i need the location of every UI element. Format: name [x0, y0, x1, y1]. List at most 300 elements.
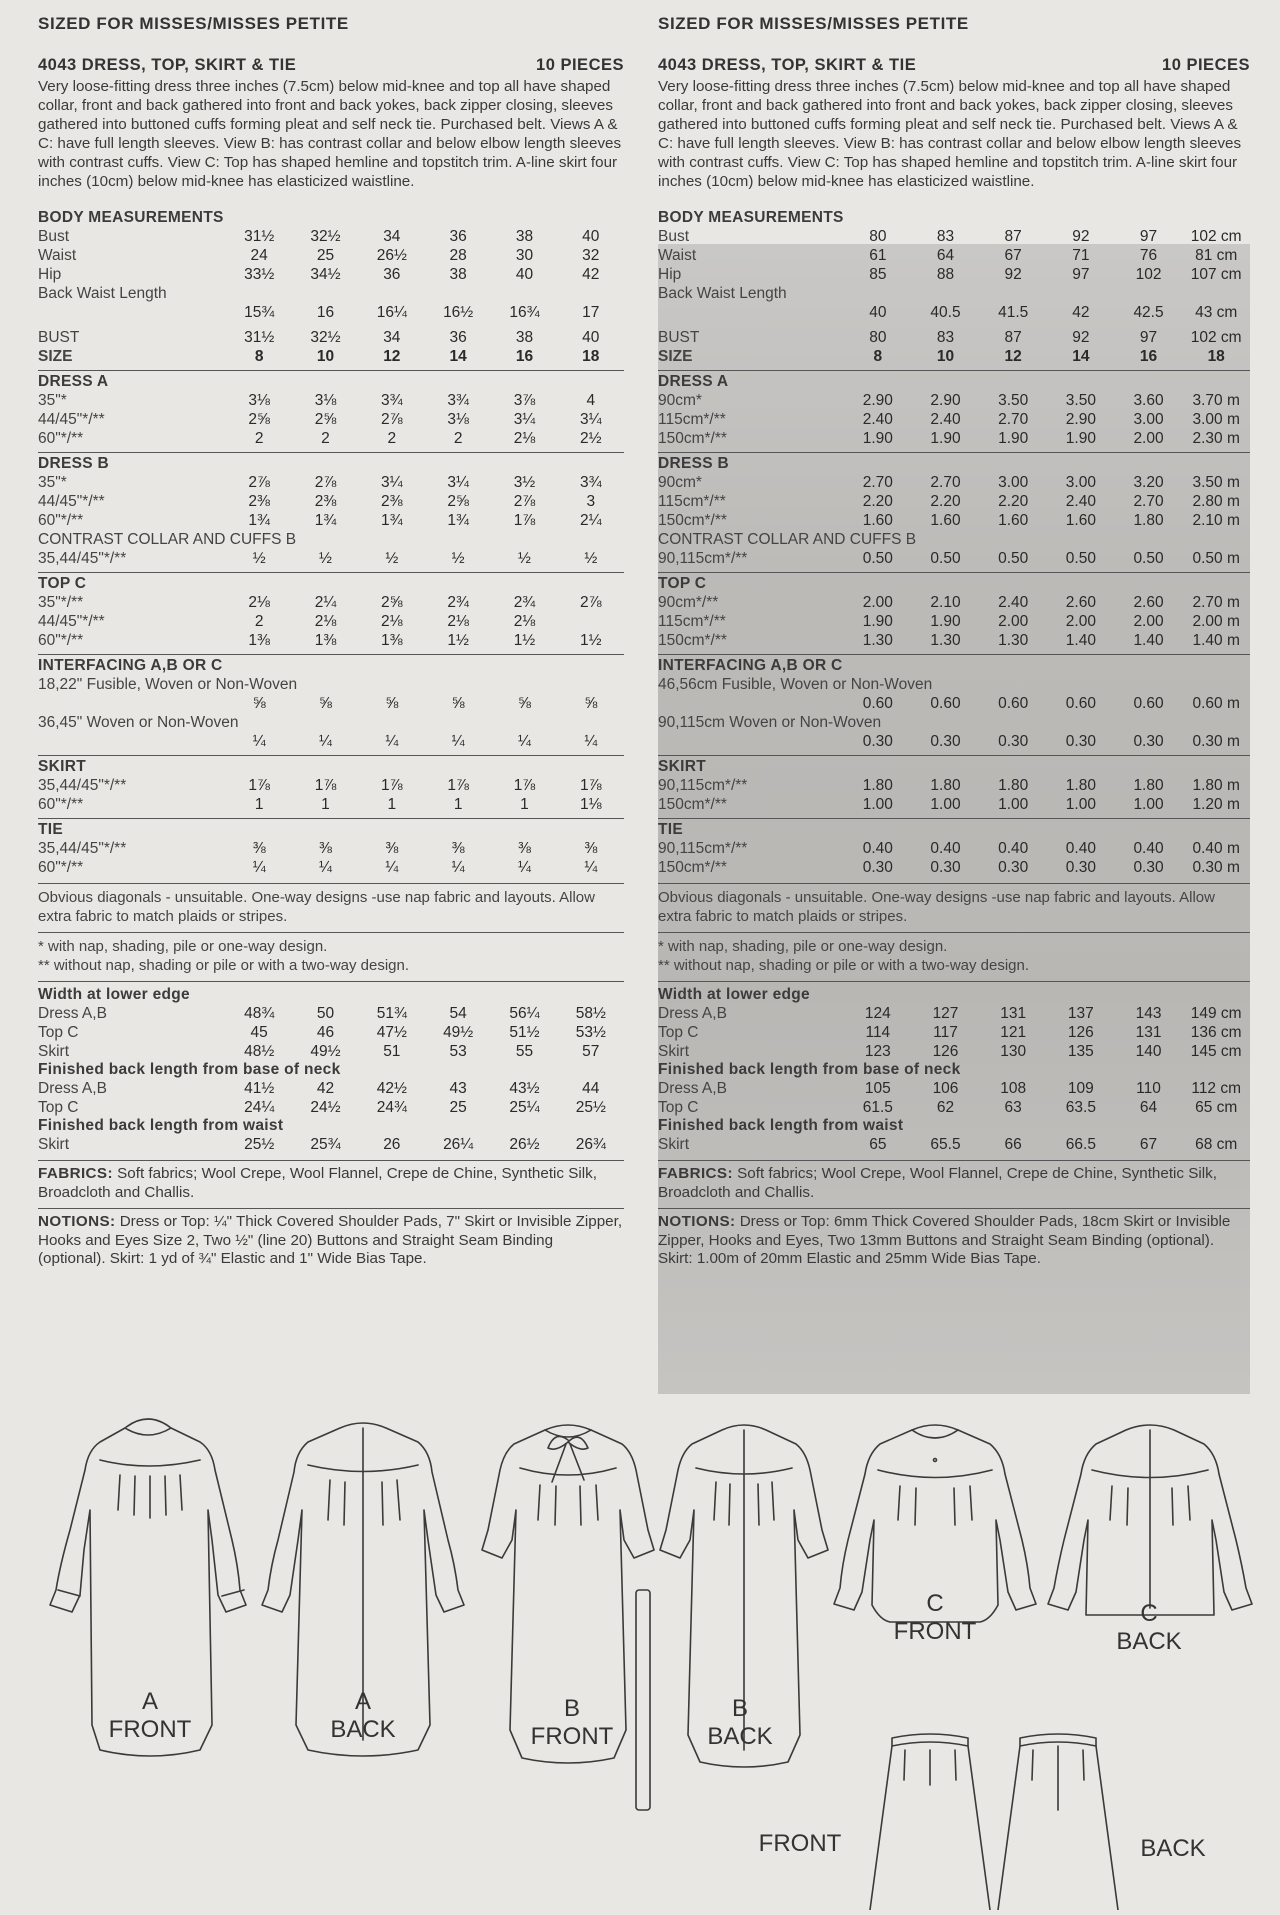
size-value: 2.70 — [998, 411, 1029, 428]
row-label: 90,115cm*/** — [658, 777, 748, 794]
finished-measure-row — [38, 1079, 624, 1098]
size-value: 127 — [932, 1005, 959, 1022]
size-value: 32½ — [310, 329, 341, 346]
finished-measure-row — [38, 1135, 624, 1154]
size-value: 0.50 — [998, 550, 1029, 567]
fabrics-text: Soft fabrics; Wool Crepe, Wool Flannel, Crepe de Chine, Synthetic Silk, Broadcloth and Challis. — [38, 1165, 597, 1201]
layout-note: Obvious diagonals - unsuitable. One-way designs -use nap fabric and layouts. Allow extra fabric to match plaids or stripes. — [38, 889, 595, 925]
row-label: 150cm*/** — [658, 632, 727, 649]
size-value: 2⅜ — [314, 493, 337, 510]
size-value: 80 — [869, 228, 887, 245]
size-value: 2.00 — [998, 613, 1029, 630]
size-value: 31½ — [244, 329, 275, 346]
size-value: ¼ — [252, 733, 266, 750]
size-value: 42 — [316, 1080, 335, 1097]
view-label-b-back: B BACK — [707, 1695, 773, 1750]
size-value: 41.5 — [998, 304, 1029, 321]
yardage-row — [658, 473, 1250, 492]
size-value: 54 — [449, 1005, 467, 1022]
size-value: 2.60 — [1133, 594, 1164, 611]
size-value: 48½ — [244, 1043, 275, 1060]
skirt-front-sketch — [870, 1734, 990, 1910]
size-value: 51¾ — [376, 1005, 407, 1022]
size-value: 34 — [383, 228, 401, 245]
finished-measurements — [38, 986, 624, 1154]
row-label: Bust — [38, 228, 70, 245]
size-value: 1⅞ — [314, 777, 337, 794]
row-label: BUST — [658, 329, 700, 346]
size-value: 3.00 — [1133, 411, 1164, 428]
size-value: 50 — [316, 1005, 335, 1022]
fabrics-label: FABRICS: — [38, 1165, 113, 1182]
yardage-row — [658, 391, 1250, 410]
size-value: 114 — [865, 1024, 891, 1041]
yardage-section — [38, 654, 624, 751]
size-value: 112 cm — [1191, 1080, 1242, 1097]
size-value: 63.5 — [1065, 1099, 1096, 1116]
size-value: 10 — [936, 348, 955, 365]
size-value: 30 — [515, 247, 534, 264]
size-value: 2.00 — [1133, 430, 1164, 447]
size-value: 38 — [515, 228, 534, 245]
size-value: 25½ — [244, 1136, 275, 1153]
size-value: 131 — [1135, 1024, 1162, 1041]
row-label: Top C — [658, 1099, 699, 1116]
yardage-row — [38, 776, 624, 795]
imperial-column — [38, 14, 624, 1269]
size-value: 2.40 — [930, 411, 961, 428]
size-value: 63 — [1004, 1099, 1022, 1116]
size-value: 3 — [586, 493, 596, 510]
size-value: 53½ — [575, 1024, 606, 1041]
size-value: 0.40 — [862, 840, 893, 857]
body-measurement-row — [658, 265, 1250, 284]
size-value: 3¼ — [381, 474, 403, 491]
size-value: 2.00 — [1133, 613, 1164, 630]
row-label: Skirt — [658, 1043, 689, 1060]
row-label: 150cm*/** — [658, 430, 727, 447]
size-value: ¼ — [252, 859, 266, 876]
size-value: 1.60 — [862, 512, 893, 529]
size-value: 0.50 m — [1192, 550, 1240, 567]
row-label: Hip — [38, 266, 62, 283]
size-value: 1.80 m — [1192, 777, 1240, 794]
size-value: 76 — [1139, 247, 1158, 264]
size-value: 66 — [1004, 1136, 1022, 1153]
skirt-back-sketch — [998, 1734, 1118, 1910]
size-value: ¼ — [451, 733, 465, 750]
subsection-title: CONTRAST COLLAR AND CUFFS B — [38, 531, 297, 548]
row-label: Top C — [658, 1024, 699, 1041]
size-value: 2⅜ — [381, 493, 403, 510]
yardage-section — [658, 755, 1250, 814]
row-label: 35,44/45"*/** — [38, 777, 127, 794]
yardage-row — [658, 694, 1250, 713]
size-value: 102 — [1135, 266, 1162, 283]
size-value: 2.10 — [930, 594, 961, 611]
row-label: Hip — [658, 266, 682, 283]
size-value: 1⅞ — [580, 777, 602, 794]
size-value: 126 — [1067, 1024, 1094, 1041]
size-value: 18 — [582, 348, 600, 365]
size-value: 126 — [932, 1043, 959, 1060]
size-value: 0.30 — [930, 859, 961, 876]
size-value: 0.40 — [998, 840, 1029, 857]
size-value: 1.00 — [930, 796, 961, 813]
size-value: 3¾ — [381, 392, 403, 409]
size-value: 2⅛ — [248, 594, 270, 611]
size-value: 124 — [864, 1005, 891, 1022]
size-value: 42.5 — [1133, 304, 1164, 321]
size-value: 8 — [873, 348, 883, 365]
finished-measure-row — [658, 1042, 1250, 1061]
size-value: ½ — [385, 550, 399, 567]
row-label: 35"*/** — [38, 594, 84, 611]
finished-measurements-metric — [658, 986, 1250, 1154]
size-value: 87 — [1004, 228, 1022, 245]
yardage-row — [658, 492, 1250, 511]
size-value: 0.30 — [998, 733, 1029, 750]
notions-label-metric: NOTIONS: — [658, 1213, 736, 1230]
row-label: 90cm*/** — [658, 594, 719, 611]
size-value: 46 — [316, 1024, 335, 1041]
yardage-section — [658, 654, 1250, 751]
bust-row — [38, 328, 624, 347]
size-value: 149 cm — [1190, 1005, 1242, 1022]
yardage-row — [38, 839, 624, 858]
size-value: 80 — [869, 329, 887, 346]
size-value: 2⅝ — [381, 594, 403, 611]
size-value: 3⅛ — [248, 392, 270, 409]
size-value: 2 — [321, 430, 330, 447]
fabrics-text-metric: Soft fabrics; Wool Crepe, Wool Flannel, Crepe de Chine, Synthetic Silk, Broadcloth and Challis. — [658, 1165, 1217, 1201]
size-value: ¼ — [319, 859, 332, 876]
pieces-count-metric: 10 PIECES — [1162, 56, 1250, 74]
size-value: 0.60 — [862, 695, 893, 712]
section-title: SKIRT — [658, 758, 706, 775]
size-value: 1.30 — [930, 632, 961, 649]
size-value: 3.70 m — [1192, 392, 1240, 409]
yardage-row — [658, 410, 1250, 429]
size-value: 1.40 — [1133, 632, 1164, 649]
size-value: 1.60 — [1065, 512, 1096, 529]
size-value: 97 — [1072, 266, 1090, 283]
size-value: 1.00 — [1133, 796, 1164, 813]
size-value: 2⅛ — [513, 613, 536, 630]
nap-note-2: ** without nap, shading or pile or with a two-way design. — [38, 957, 410, 974]
size-value: 2⅛ — [314, 613, 337, 630]
yardage-row — [38, 429, 624, 448]
size-value: 16¼ — [376, 304, 407, 321]
size-value: 0.30 — [1065, 859, 1096, 876]
size-value: 2¼ — [580, 512, 602, 529]
size-value: 34½ — [310, 266, 341, 283]
size-value: 49½ — [443, 1024, 474, 1041]
size-value: 40 — [582, 228, 600, 245]
size-value: 0.60 — [998, 695, 1029, 712]
yardage-row — [658, 593, 1250, 612]
size-value: 28 — [449, 247, 467, 264]
size-value: 25½ — [575, 1099, 606, 1116]
fabrics-label-metric: FABRICS: — [658, 1165, 733, 1182]
size-value: ½ — [451, 550, 465, 567]
body-measurement-row — [38, 303, 624, 322]
size-value: 2⅞ — [513, 493, 536, 510]
size-value: 26½ — [509, 1136, 540, 1153]
size-value: ⅜ — [518, 840, 531, 857]
row-label: Dress A,B — [658, 1080, 727, 1097]
size-row — [38, 347, 624, 366]
size-value: ⅜ — [584, 840, 598, 857]
finished-measure-row — [38, 1042, 624, 1061]
size-value: 1 — [321, 796, 330, 813]
size-value: 3¾ — [447, 392, 469, 409]
size-value: 42 — [582, 266, 600, 283]
row-label: Waist — [38, 247, 77, 264]
pattern-title-metric: 4043 DRESS, TOP, SKIRT & TIE — [658, 56, 917, 74]
row-label: Skirt — [38, 1136, 69, 1153]
size-value: 137 — [1067, 1005, 1094, 1022]
size-value: ⅝ — [319, 695, 332, 712]
size-value: 2.90 — [930, 392, 961, 409]
size-value: 143 — [1135, 1005, 1162, 1022]
yardage-row — [38, 492, 624, 511]
size-value: 2⅞ — [248, 474, 270, 491]
pieces-count: 10 PIECES — [536, 56, 624, 74]
finished-measure-row — [38, 1004, 624, 1023]
row-label: 150cm*/** — [658, 796, 727, 813]
size-value: 1.80 — [1065, 777, 1096, 794]
size-value: 1½ — [447, 632, 469, 649]
size-value: 38 — [515, 329, 534, 346]
size-value: ⅜ — [319, 840, 332, 857]
body-measurements-table-metric — [658, 227, 1250, 322]
size-value: ¼ — [385, 733, 399, 750]
yardage-section — [658, 370, 1250, 448]
size-value: 1.90 — [862, 430, 893, 447]
size-value: 117 — [933, 1024, 958, 1041]
size-value: 1⅜ — [248, 632, 270, 649]
size-value: 2.70 — [862, 474, 893, 491]
yardage-section — [658, 452, 1250, 568]
size-value: 2.70 — [1133, 493, 1164, 510]
yardage-row — [38, 694, 624, 713]
size-value: 2⅝ — [314, 411, 337, 428]
finished-measure-row — [658, 1079, 1250, 1098]
row-label: Back Waist Length — [658, 285, 787, 302]
row-label: 60"*/** — [38, 632, 84, 649]
size-value: 24½ — [310, 1099, 341, 1116]
section-title: TOP C — [38, 575, 87, 592]
size-value: 1 — [254, 796, 264, 813]
size-value: ½ — [252, 550, 266, 567]
section-title: SKIRT — [38, 758, 86, 775]
size-value: 12 — [1004, 348, 1022, 365]
size-value: 136 cm — [1190, 1024, 1242, 1041]
section-title: TIE — [658, 821, 684, 838]
notions-paragraph-metric — [658, 1213, 1250, 1269]
size-value: 3.50 m — [1192, 474, 1240, 491]
size-value: 0.30 m — [1192, 733, 1240, 750]
finished-measure-title: Width at lower edge — [38, 986, 190, 1003]
size-value: 2.20 — [998, 493, 1029, 510]
size-value: 2.10 m — [1192, 512, 1240, 529]
size-value: 14 — [1072, 348, 1090, 365]
size-value: 2.40 — [1065, 493, 1096, 510]
size-value: 0.50 — [1065, 550, 1096, 567]
interfacing-type: 18,22" Fusible, Woven or Non-Woven — [38, 676, 298, 693]
body-measurements-table — [38, 227, 624, 322]
size-value: 3⅛ — [314, 392, 337, 409]
size-value: 2.40 — [862, 411, 893, 428]
row-label: 35"* — [38, 392, 67, 409]
size-value: 3.20 — [1133, 474, 1164, 491]
row-label: 90,115cm*/** — [658, 840, 748, 857]
size-value: 131 — [1000, 1005, 1027, 1022]
finished-measure-title: Finished back length from waist — [658, 1117, 904, 1134]
size-value: 3½ — [513, 474, 536, 491]
nap-note-1-metric: * with nap, shading, pile or one-way design. — [658, 938, 948, 955]
row-label: Bust — [658, 228, 690, 245]
size-value: ½ — [584, 550, 598, 567]
size-value: 25 — [449, 1099, 467, 1116]
yardage-section — [658, 818, 1250, 877]
yardage-row — [658, 511, 1250, 530]
bust-row — [658, 328, 1250, 347]
size-value: 43 — [449, 1080, 467, 1097]
size-value: 88 — [936, 266, 955, 283]
size-value: 4 — [586, 392, 596, 409]
size-value: 0.30 — [1133, 733, 1164, 750]
subsection-title: CONTRAST COLLAR AND CUFFS B — [658, 531, 917, 548]
row-label: Skirt — [38, 1043, 69, 1060]
view-label-skirt-back: BACK — [1140, 1835, 1206, 1862]
size-value: 107 cm — [1190, 266, 1242, 283]
fabrics-paragraph-metric — [658, 1165, 1250, 1202]
size-value: 102 cm — [1190, 329, 1242, 346]
finished-measure-title: Width at lower edge — [658, 986, 810, 1003]
size-value: ½ — [518, 550, 531, 567]
size-value: 10 — [316, 348, 335, 365]
size-value: 1.60 — [998, 512, 1029, 529]
row-label: 150cm*/** — [658, 859, 727, 876]
row-label: 60"*/** — [38, 796, 84, 813]
size-value: 57 — [582, 1043, 600, 1060]
size-value: 130 — [1000, 1043, 1027, 1060]
size-value: 24¾ — [376, 1099, 407, 1116]
size-value: 1.30 — [998, 632, 1029, 649]
nap-note-2-metric: ** without nap, shading or pile or with a two-way design. — [658, 957, 1030, 974]
size-value: 47½ — [376, 1024, 407, 1041]
size-value: 40 — [582, 329, 600, 346]
finished-measure-row — [658, 1098, 1250, 1117]
size-value: 0.40 — [930, 840, 961, 857]
metric-column — [658, 14, 1250, 1269]
finished-measure-row — [658, 1023, 1250, 1042]
size-value: 123 — [864, 1043, 891, 1060]
layout-note-metric: Obvious diagonals - unsuitable. One-way designs -use nap fabric and layouts. Allow extra fabric to match plaids or stripes. — [658, 889, 1215, 925]
top-c-back-sketch — [1048, 1425, 1252, 1615]
row-label: SIZE — [658, 348, 693, 365]
size-value: 2⅞ — [314, 474, 337, 491]
size-value: 26¼ — [443, 1136, 474, 1153]
size-value: 1.20 m — [1192, 796, 1240, 813]
yardage-row — [658, 858, 1250, 877]
size-value: 53 — [449, 1043, 467, 1060]
size-value: 16 — [515, 348, 534, 365]
size-value: 1.00 — [862, 796, 893, 813]
size-value: 2.00 — [1065, 613, 1096, 630]
row-label: Top C — [38, 1099, 79, 1116]
size-value: 2.40 — [998, 594, 1029, 611]
row-label: 35"* — [38, 474, 67, 491]
size-value: 1 — [520, 796, 529, 813]
size-value: 49½ — [310, 1043, 341, 1060]
size-value: 16 — [1139, 348, 1158, 365]
size-value: 36 — [383, 266, 401, 283]
body-measurement-row — [38, 284, 624, 303]
row-label: 115cm*/** — [658, 613, 726, 630]
size-value: 68 cm — [1195, 1136, 1238, 1153]
size-value: 25¾ — [310, 1136, 341, 1153]
size-value: 16¾ — [509, 304, 540, 321]
size-value: 2⅝ — [447, 493, 469, 510]
size-value: 2.70 m — [1192, 594, 1240, 611]
yardage-section — [38, 818, 624, 877]
yardage-row — [658, 429, 1250, 448]
size-value: 64 — [936, 247, 955, 264]
size-value: 16½ — [443, 304, 474, 321]
size-value: ⅜ — [385, 840, 399, 857]
size-value: 25 — [316, 247, 335, 264]
row-label: 60"*/** — [38, 859, 84, 876]
garment-illustrations — [0, 1390, 1280, 1910]
finished-measure-row — [38, 1023, 624, 1042]
yardage-row — [38, 391, 624, 410]
size-value: ⅜ — [451, 840, 465, 857]
body-measurement-row — [658, 284, 1250, 303]
size-value: 1.00 — [1065, 796, 1096, 813]
size-value: 83 — [936, 228, 955, 245]
size-value: 32 — [582, 247, 600, 264]
size-value: 92 — [1072, 329, 1090, 346]
size-value: 2⅛ — [381, 613, 403, 630]
view-label-a-back: A BACK — [330, 1688, 396, 1743]
size-value: 3.50 — [1065, 392, 1096, 409]
size-value: 61.5 — [862, 1099, 893, 1116]
body-measurement-row — [658, 227, 1250, 246]
size-value: 17 — [582, 304, 600, 321]
section-title: INTERFACING A,B OR C — [38, 657, 223, 674]
size-value: 3.60 — [1133, 392, 1164, 409]
size-value: 3.50 — [998, 392, 1029, 409]
size-value: 2½ — [580, 430, 602, 447]
size-value: 14 — [449, 348, 467, 365]
size-value: 2⅜ — [248, 493, 270, 510]
sizing-header-metric: SIZED FOR MISSES/MISSES PETITE — [658, 14, 969, 33]
size-value: 1 — [453, 796, 463, 813]
size-value: 1.40 m — [1192, 632, 1240, 649]
size-value: 121 — [1000, 1024, 1027, 1041]
size-value: 2.30 m — [1192, 430, 1240, 447]
size-value: 0.30 — [998, 859, 1029, 876]
size-value: ⅝ — [584, 695, 598, 712]
size-value: 2.00 m — [1192, 613, 1240, 630]
sizing-header: SIZED FOR MISSES/MISSES PETITE — [38, 14, 349, 33]
size-value: 145 cm — [1190, 1043, 1242, 1060]
size-value: 3¼ — [580, 411, 602, 428]
section-title: INTERFACING A,B OR C — [658, 657, 843, 674]
